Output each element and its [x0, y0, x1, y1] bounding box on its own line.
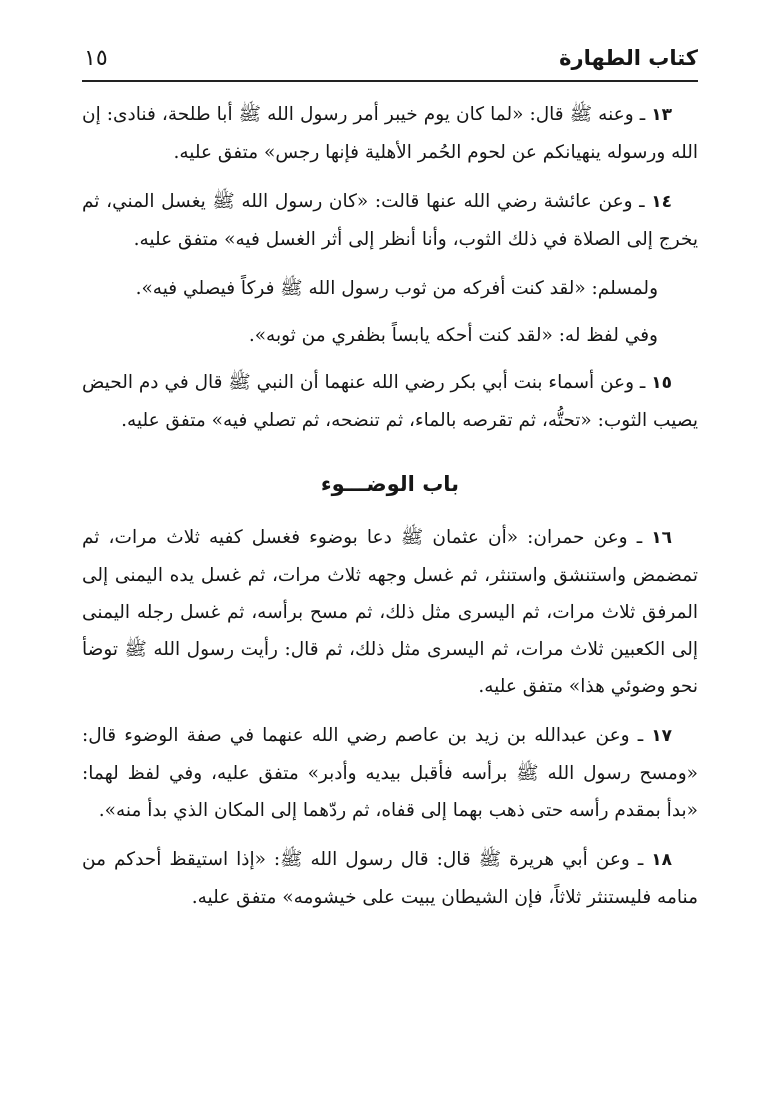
hadith-paragraph-17: ١٧ ـ وعن عبدالله بن زيد بن عاصم رضي الله عنهما في صفة الوضوء قال: «ومسح رسول الله ﷺ برأسه فأقبل بيديه وأدبر» متفق عليه، وفي لفظ لهما: «بدأ بمقدم رأسه حتى ذهب بهما إلى قفاه، ثم ردّهما إلى المكان الذي بدأ منه».: [82, 725, 698, 821]
hadith-number: ١٤: [651, 192, 673, 212]
hadith-text: وعن أسماء بنت أبي بكر رضي الله عنهما أن النبي ﷺ قال في دم الحيض يصيب الثوب: «تحتُّه، ثم تقرصه بالماء، ثم تنضحه، ثم تصلي فيه» متفق عليه.: [82, 372, 698, 431]
hadith-text: وعن عبدالله بن زيد بن عاصم رضي الله عنهما في صفة الوضوء قال: «ومسح رسول الله ﷺ برأسه فأقبل بيديه وأدبر» متفق عليه، وفي لفظ لهما: «بدأ بمقدم رأسه حتى ذهب بهما إلى قفاه، ثم ردّهما إلى المكان الذي بدأ منه».: [82, 725, 698, 821]
hadith-text: وعن عائشة رضي الله عنها قالت: «كان رسول الله ﷺ يغسل المني، ثم يخرج إلى الصلاة في ذلك الثوب، وأنا أنظر إلى أثر الغسل فيه» متفق عليه.: [82, 191, 698, 250]
hadith-number: ١٧: [651, 726, 672, 746]
page-number: ١٥: [84, 46, 108, 71]
hadith-number: ١٣: [651, 105, 672, 125]
variant-text: ولمسلم: «لقد كنت أفركه من ثوب رسول الله ﷺ فركاً فيصلي فيه».: [135, 278, 658, 299]
variant-narration-wording: [82, 317, 698, 354]
hadith-text: وعنه ﷺ قال: «لما كان يوم خيبر أمر رسول الله ﷺ أبا طلحة، فنادى: إن الله ورسوله ينهيانكم عن لحوم الحُمر الأهلية فإنها رجس» متفق عليه.: [82, 104, 698, 163]
variant-text: وفي لفظ له: «لقد كنت أحكه يابساً بظفري من ثوبه».: [248, 325, 658, 346]
hadith-text: وعن حمران: «أن عثمان ﷺ دعا بوضوء فغسل كفيه ثلاث مرات، ثم تمضمض واستنشق واستنثر، ثم غسل وجهه ثلاث مرات، ثم غسل يده اليمنى إلى المرفق ثلاث مرات، ثم اليسرى مثل ذلك، ثم مسح برأسه، ثم غسل رجله اليمنى إلى الكعبين ثلاث مرات، ثم اليسرى مثل ذلك، ثم قال: رأيت رسول الله ﷺ توضأ نحو وضوئي هذا» متفق عليه.: [82, 527, 698, 697]
hadith-paragraph-18: ١٨ ـ وعن أبي هريرة ﷺ قال: قال رسول الله ﷺ: «إذا استيقظ أحدكم من منامه فليستنثر ثلاثاً، فإن الشيطان يبيت على خيشومه» متفق عليه.: [82, 849, 698, 908]
hadith-paragraph-14: ١٤ ـ وعن عائشة رضي الله عنها قالت: «كان رسول الله ﷺ يغسل المني، ثم يخرج إلى الصلاة في ذلك الثوب، وأنا أنظر إلى أثر الغسل فيه» متفق عليه.: [82, 191, 698, 250]
hadith-number: ١٥: [651, 373, 672, 393]
section-heading: باب الوضـــوء: [320, 472, 460, 496]
hadith-text: وعن أبي هريرة ﷺ قال: قال رسول الله ﷺ: «إذا استيقظ أحدكم من منامه فليستنثر ثلاثاً، فإن الشيطان يبيت على خيشومه» متفق عليه.: [82, 849, 698, 908]
page-header: [82, 40, 698, 82]
hadith-paragraph-16: ١٦ ـ وعن حمران: «أن عثمان ﷺ دعا بوضوء فغسل كفيه ثلاث مرات، ثم تمضمض واستنشق واستنثر، ثم غسل وجهه ثلاث مرات، ثم غسل يده اليمنى إلى المرفق ثلاث مرات، ثم اليسرى مثل ذلك، ثم مسح برأسه، ثم غسل رجله اليمنى إلى الكعبين ثلاث مرات، ثم اليسرى مثل ذلك، ثم قال: رأيت رسول الله ﷺ توضأ نحو وضوئي هذا» متفق عليه.: [82, 527, 698, 697]
hadith-paragraph-13: ١٣ ـ وعنه ﷺ قال: «لما كان يوم خيبر أمر رسول الله ﷺ أبا طلحة، فنادى: إن الله ورسوله ينهيانكم عن لحوم الحُمر الأهلية فإنها رجس» متفق عليه.: [82, 104, 698, 163]
hadith-number: ١٨: [651, 850, 673, 870]
hadith-number: ١٦: [651, 528, 672, 548]
page-body: [82, 96, 698, 928]
variant-narration-muslim: [82, 270, 698, 307]
hadith-paragraph-15: ١٥ ـ وعن أسماء بنت أبي بكر رضي الله عنهما أن النبي ﷺ قال في دم الحيض يصيب الثوب: «تحتُّه، ثم تقرصه بالماء، ثم تنضحه، ثم تصلي فيه» متفق عليه.: [82, 372, 698, 431]
running-title: كتاب الطهارة: [559, 46, 698, 70]
